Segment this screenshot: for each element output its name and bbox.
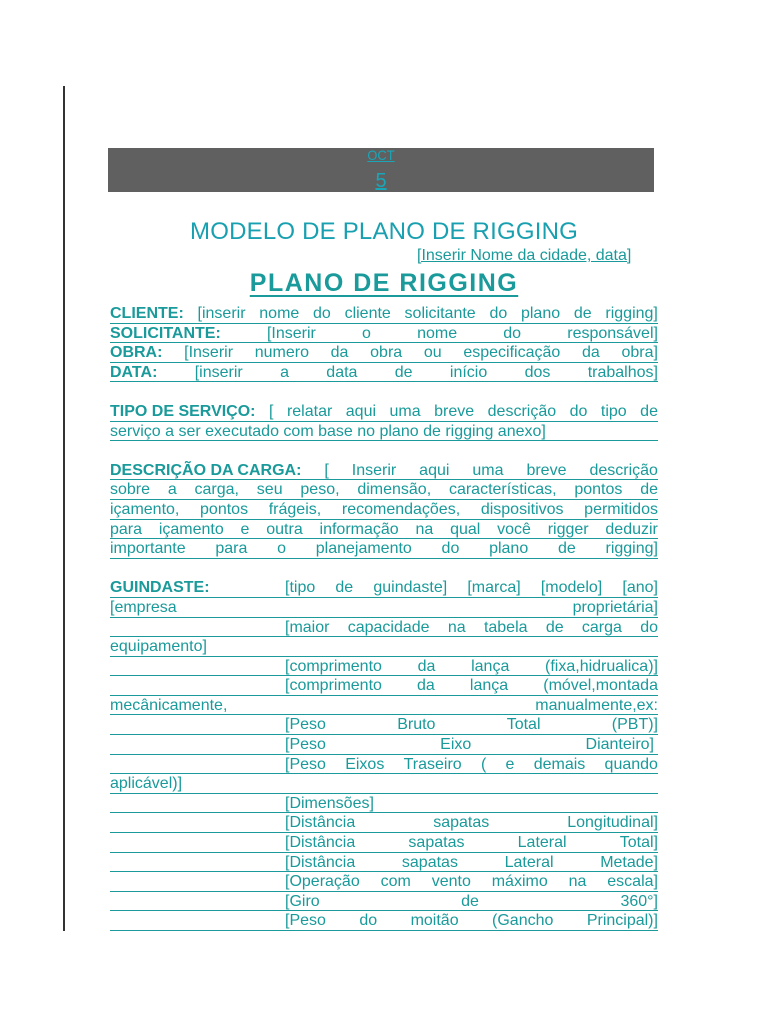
guindaste-moitao: [110, 911, 658, 931]
word: lança: [471, 657, 510, 675]
word: [Distância: [285, 853, 356, 871]
word: a: [280, 363, 289, 381]
word: [marca]: [467, 579, 521, 597]
word: dispositivos: [480, 500, 564, 518]
guindaste-line2: [110, 598, 658, 618]
word: carga,: [194, 481, 239, 499]
guindaste-eixo-traseiro: [110, 755, 658, 775]
word: breve: [526, 461, 567, 479]
descricao-line5: [110, 539, 658, 559]
word: vento: [431, 873, 471, 891]
field-label: TIPO DE SERVIÇO:: [110, 402, 256, 420]
word: responsável]: [567, 324, 658, 342]
word: dos: [524, 363, 551, 381]
word: de: [335, 579, 354, 597]
word: dimensão,: [357, 481, 432, 499]
word: uma: [472, 461, 504, 479]
word: rigger: [547, 520, 589, 538]
word: [Peso: [285, 912, 326, 930]
guindaste-giro: [110, 892, 658, 912]
word: sapatas: [408, 834, 465, 852]
word: frágeis,: [268, 500, 322, 518]
word: tipo: [600, 402, 627, 420]
word: (Gancho: [492, 912, 554, 930]
word: sobre: [110, 481, 151, 499]
word: [Giro: [285, 892, 320, 910]
word: você: [497, 520, 531, 538]
field-cliente: [110, 304, 658, 324]
word: içamento: [158, 520, 224, 538]
word: descrição: [589, 461, 658, 479]
word: trabalhos]: [587, 363, 658, 381]
word: guindaste]: [373, 579, 448, 597]
capacidade-cont: equipamento]: [110, 638, 207, 656]
field-label: DATA:: [110, 363, 158, 381]
word: e: [505, 755, 515, 773]
word: de: [394, 363, 413, 381]
word: [comprimento: [285, 677, 382, 695]
word: Metade]: [600, 853, 658, 871]
word: moitão: [410, 912, 459, 930]
word: pontos: [574, 481, 623, 499]
word: na: [415, 520, 434, 538]
word: içamento,: [110, 500, 180, 518]
word: Inserir: [351, 461, 397, 479]
word: aqui: [345, 402, 377, 420]
word: pontos: [200, 500, 249, 518]
word: especificação: [463, 344, 561, 362]
guindaste-dist-lateral: [110, 833, 658, 853]
date-bar: [108, 148, 654, 192]
word: (móvel,montada: [543, 677, 658, 695]
word: aqui: [419, 461, 450, 479]
field-label: SOLICITANTE:: [110, 324, 221, 342]
word: da: [330, 344, 349, 362]
word: Principal)]: [586, 912, 658, 930]
word: solicitante: [404, 305, 476, 322]
word: 360°]: [620, 892, 658, 910]
word: a: [167, 481, 177, 499]
tipo-servico-line2: [110, 422, 658, 442]
word: Traseiro: [403, 755, 462, 773]
word: demais: [533, 755, 586, 773]
word: uma: [389, 402, 421, 420]
field-data: [110, 363, 658, 383]
word: [Distância: [285, 814, 356, 832]
word: de: [545, 618, 564, 636]
guindaste-vento: [110, 872, 658, 892]
word: e: [240, 520, 250, 538]
guindaste-dimensoes: [110, 794, 658, 814]
page-margin-line: [63, 86, 65, 931]
document-title: MODELO DE PLANO DE RIGGING: [190, 218, 578, 245]
date-month[interactable]: OCT: [367, 147, 395, 163]
word: [Inserir: [184, 344, 234, 362]
plan-heading-text: PLANO DE RIGGING: [249, 269, 519, 297]
word: nome: [417, 324, 458, 342]
guindaste-eixo-dianteiro: [110, 735, 658, 755]
word: [maior: [285, 618, 330, 636]
word: [Peso: [285, 736, 326, 754]
word: sapatas: [433, 814, 490, 832]
word: Lateral: [517, 834, 567, 852]
word: seu: [256, 481, 283, 499]
word: nome: [259, 305, 300, 322]
word: da: [417, 657, 436, 675]
word: da: [581, 344, 600, 362]
word: escala]: [607, 873, 658, 891]
word: breve: [434, 402, 475, 420]
word: ou: [423, 344, 442, 362]
word: Eixo: [440, 736, 472, 754]
word: [Inserir: [266, 324, 316, 342]
guindaste-dist-metade: [110, 853, 658, 873]
word: de: [640, 481, 658, 499]
word: Longitudinal]: [567, 814, 658, 832]
descricao-line4: [110, 520, 658, 540]
word: mecânicamente,: [110, 696, 228, 714]
word: informação: [319, 520, 399, 538]
word: tabela: [483, 618, 528, 636]
word: cliente: [344, 305, 391, 322]
guindaste-capacidade: [110, 618, 658, 638]
descricao-line2: [110, 480, 658, 500]
word: de: [557, 540, 576, 558]
word: Bruto: [397, 716, 436, 734]
word: [Peso: [285, 755, 326, 773]
word: o: [277, 540, 286, 558]
date-day[interactable]: 5: [375, 170, 387, 192]
word: Dianteiro]: [585, 736, 654, 754]
guindaste-line1: [110, 578, 658, 598]
guindaste-lanca-movel-2: [110, 696, 658, 716]
word: Total: [506, 716, 541, 734]
word: com: [380, 873, 411, 891]
word: qual: [450, 520, 481, 538]
word: outra: [266, 520, 303, 538]
word: [empresa: [110, 598, 177, 616]
word: rigging]: [605, 540, 658, 558]
word: sapatas: [401, 853, 458, 871]
field-solicitante: [110, 324, 658, 344]
word: Eixos: [345, 755, 385, 773]
guindaste-lanca-movel: [110, 676, 658, 696]
word: [Operação: [285, 873, 360, 891]
word: permitidos: [584, 500, 658, 518]
word: máximo: [491, 873, 548, 891]
word: de: [573, 305, 592, 322]
word: na: [568, 873, 587, 891]
word: manualmente,ex:: [535, 696, 658, 714]
word: [tipo: [285, 579, 316, 597]
word: data: [326, 363, 358, 381]
eixo-traseiro-cont: aplicável)]: [110, 775, 183, 793]
guindaste-capacidade-2: [110, 637, 658, 657]
word: do: [359, 912, 378, 930]
guindaste-label: GUINDASTE:: [110, 579, 210, 597]
word: do: [489, 305, 508, 322]
document-body: [110, 304, 658, 931]
word: (PBT)]: [611, 716, 658, 734]
field-obra: [110, 343, 658, 363]
word: do: [441, 540, 460, 558]
plan-heading: [0, 269, 768, 298]
word: numero: [254, 344, 309, 362]
word: importante: [110, 540, 186, 558]
word: capacidade: [347, 618, 430, 636]
dimensoes-text: [Dimensões]: [285, 794, 374, 812]
word: do: [503, 324, 522, 342]
guindaste-lanca-fixa: [110, 657, 658, 677]
word: do: [313, 305, 331, 322]
word: obra]: [621, 344, 658, 362]
word: obra: [370, 344, 403, 362]
word: Total]: [619, 834, 658, 852]
word: [comprimento: [285, 657, 382, 675]
word: do: [640, 618, 658, 636]
word: Lateral: [504, 853, 554, 871]
word: de: [640, 402, 658, 420]
word: (: [480, 755, 487, 773]
word: características,: [448, 481, 557, 499]
word: [ano]: [622, 579, 658, 597]
word: [modelo]: [540, 579, 603, 597]
word: peso,: [300, 481, 340, 499]
word: de: [461, 892, 479, 910]
field-label: DESCRIÇÃO DA CARGA:: [110, 461, 302, 479]
word: da: [417, 677, 435, 695]
word: para: [215, 540, 248, 558]
word: [Peso: [285, 716, 326, 734]
word: deduzir: [605, 520, 658, 538]
word: quando: [604, 755, 658, 773]
word: descrição: [487, 402, 557, 420]
word: o: [362, 324, 371, 342]
word: (fixa,hidrualica)]: [545, 657, 658, 675]
word: [: [324, 461, 329, 479]
tipo-servico-line1: [110, 402, 658, 422]
word: lança: [469, 677, 509, 695]
word: recomendações,: [341, 500, 461, 518]
tipo-servico-text: serviço a ser executado com base no plano de rigging anexo]: [110, 422, 546, 440]
word: plano: [520, 305, 561, 322]
descricao-line1: [110, 461, 658, 481]
word: plano: [489, 540, 529, 558]
word: planejamento: [315, 540, 412, 558]
word: [inserir: [194, 363, 243, 381]
word: relatar: [286, 402, 333, 420]
field-label: OBRA:: [110, 344, 163, 362]
guindaste-dist-long: [110, 813, 658, 833]
word: início: [449, 363, 488, 381]
descricao-line3: [110, 500, 658, 520]
word: proprietária]: [572, 598, 658, 616]
field-label: CLIENTE:: [110, 305, 184, 322]
word: carga: [581, 618, 622, 636]
word: na: [447, 618, 466, 636]
guindaste-eixo-traseiro-2: [110, 774, 658, 794]
guindaste-pbt: [110, 715, 658, 735]
word: rigging]: [605, 305, 658, 322]
word: para: [110, 520, 143, 538]
word: [inserir: [197, 305, 246, 322]
word: do: [569, 402, 588, 420]
city-date-placeholder: [Inserir Nome da cidade, data]: [417, 247, 632, 264]
word: [Distância: [285, 834, 356, 852]
word: [: [269, 402, 274, 420]
